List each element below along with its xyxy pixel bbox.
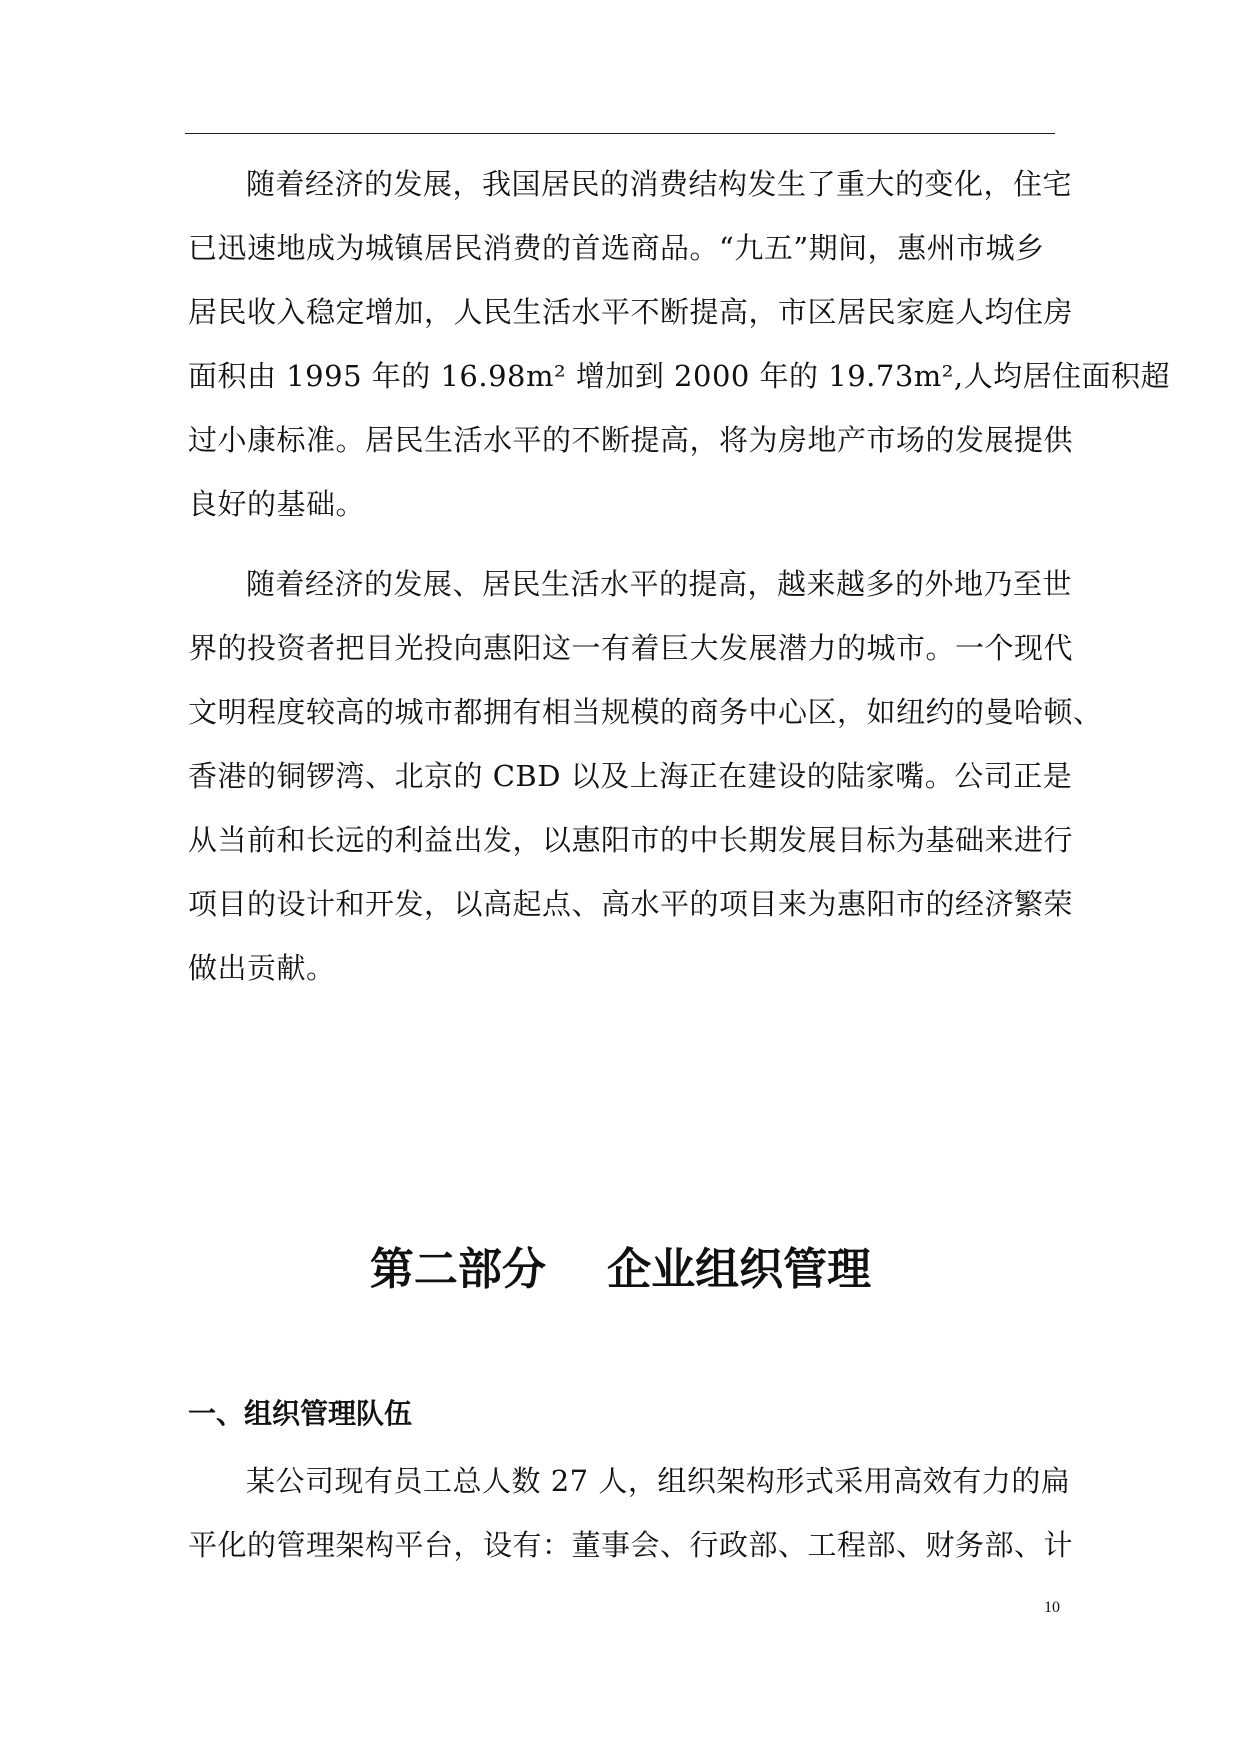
section-heading: 一、组织管理队伍 [188,1397,413,1430]
paragraph-organization [188,1449,1074,1577]
text-line: 良好的基础。 [188,487,366,521]
text-line: 面积由 1995 年的 16.98m² 增加到 2000 年的 19.73m²,人均居住面积超 [188,359,1171,393]
text-line: 已迅速地成为城镇居民消费的首选商品。“九五”期间，惠州市城乡 [188,231,1045,265]
page-number: 10 [1044,1599,1060,1616]
text-line: 居民收入稳定增加，人民生活水平不断提高，市区居民家庭人均住房 [188,295,1074,329]
header-rule [185,133,1055,134]
paragraph-consumption [188,152,1171,536]
text-line: 某公司现有员工总人数 27 人，组织架构形式采用高效有力的扁 [246,1464,1071,1498]
text-line: 做出贡献。 [188,951,336,985]
paragraph-investment [188,552,1103,1000]
text-line: 从当前和长远的利益出发，以惠阳市的中长期发展目标为基础来进行 [188,823,1074,857]
text-line: 随着经济的发展，我国居民的消费结构发生了重大的变化，住宅 [246,167,1073,201]
text-line: 随着经济的发展、居民生活水平的提高，越来越多的外地乃至世 [246,567,1073,601]
text-line: 项目的设计和开发，以高起点、高水平的项目来为惠阳市的经济繁荣 [188,887,1074,921]
text-line: 平化的管理架构平台，设有：董事会、行政部、工程部、财务部、计 [188,1528,1074,1562]
text-line: 香港的铜锣湾、北京的 CBD 以及上海正在建设的陆家嘴。公司正是 [188,759,1073,793]
part-title: 第二部分 企业组织管理 [369,1244,872,1295]
text-line: 过小康标准。居民生活水平的不断提高，将为房地产市场的发展提供 [188,423,1074,457]
text-line: 文明程度较高的城市都拥有相当规模的商务中心区，如纽约的曼哈顿、 [188,695,1103,729]
text-line: 界的投资者把目光投向惠阳这一有着巨大发展潜力的城市。一个现代 [188,631,1074,665]
